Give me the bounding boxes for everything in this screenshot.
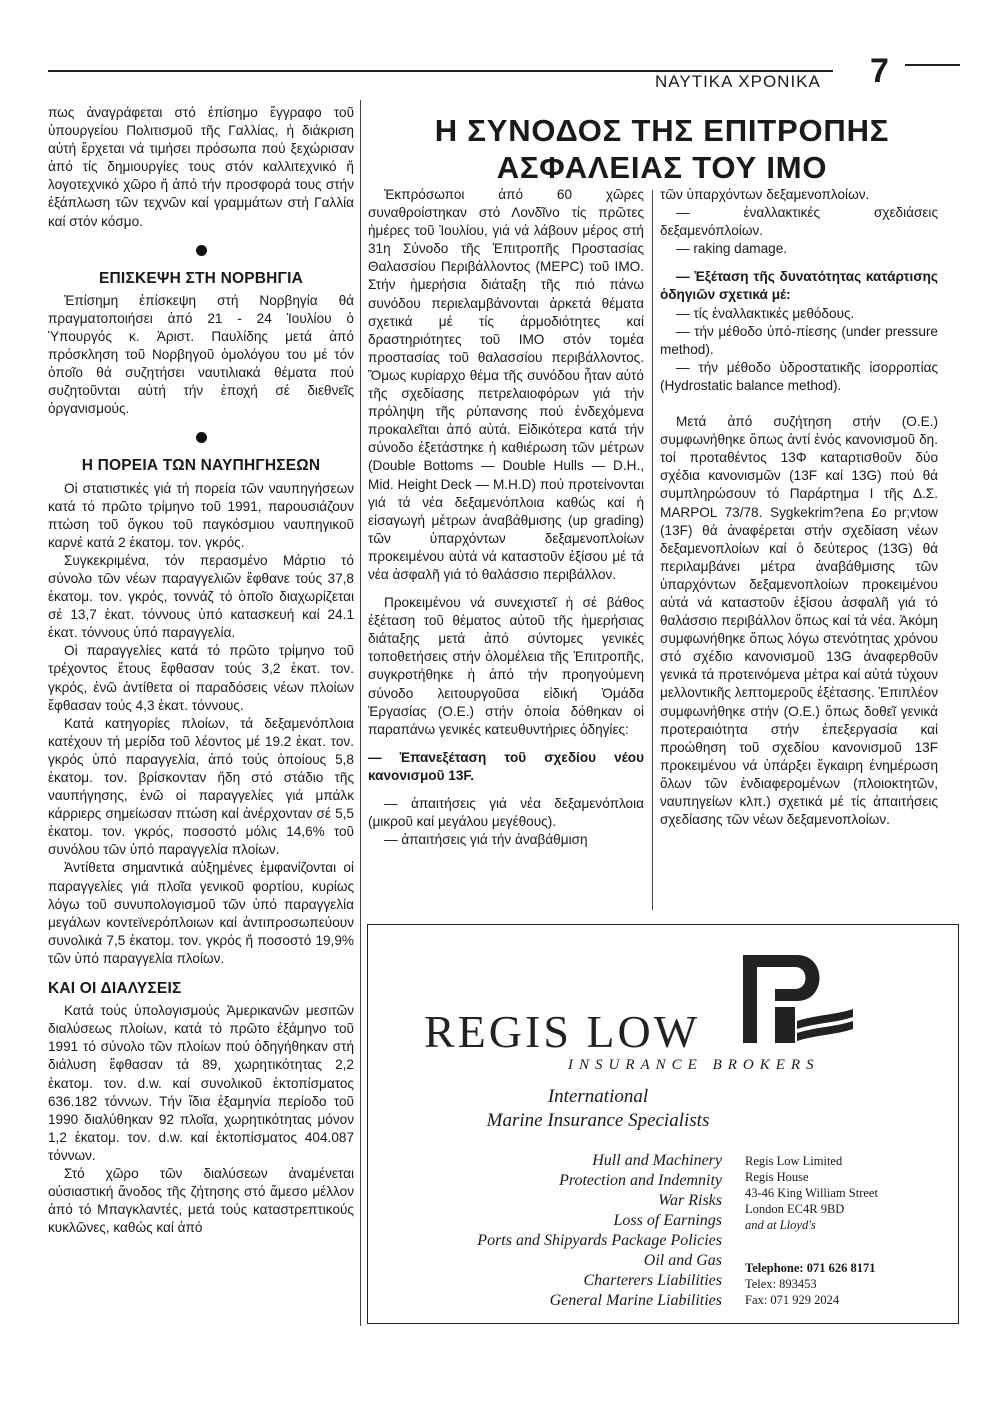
regis-low-advertisement xyxy=(367,924,959,1324)
section-title-scrapping: ΚΑΙ ΟΙ ΔΙΑΛΥΣΕΙΣ xyxy=(48,980,182,998)
service-item: Oil and Gas xyxy=(643,1252,722,1269)
paragraph: Οἱ παραγγελίες κατά τό πρῶτο τρίμηνο τοῦ τρέχοντος ἔτους ἔφθασαν τούς 3,2 ἑκατ. τον. γκρός, ἐνῶ ἀντίθετα οἱ παραδόσεις νέων πλοίων ἔφθασαν τούς 4,3 ἑκατ. τόννους. xyxy=(48,643,354,713)
column-divider xyxy=(360,100,361,1326)
section-bullet xyxy=(196,432,207,443)
left-column xyxy=(48,104,354,1237)
brand-name: REGIS LOW xyxy=(424,1006,701,1057)
section-bullet xyxy=(196,245,207,256)
header-rule-right xyxy=(905,64,960,66)
specialist-tagline xyxy=(448,1085,748,1133)
address-line: and at Lloyd's xyxy=(745,1218,816,1232)
paragraph: Ἐκπρόσωποι ἀπό 60 χῶρες συναθροίστηκαν στό Λονδῖνο τίς πρῶτες ἡμέρες τοῦ Ἰουλίου, γιά νά λάβουν μέρος στή 31η Σύνοδο τῆς Ἐπιτροπῆς Προστασίας Θαλασσίου Περιβάλλοντος (MEPC) τοῦ IMO. Στήν ἡμερήσια διάταξη τῆς πιό πάνω συνόδου περιελαμβάνονται ἀρκετά θέματα σχετικά μέ τίς ἁρμοδιότητες καί δραστηριότητες τοῦ IMO στόν τομέα προστασίας τοῦ θαλασσίου περιβάλλοντος. Ὅμως κυρίαρχο θέμα τῆς συνόδου ἦταν αὐτό τῆς σχεδίασης πετρελαιοφόρων γιά τήν πρόληψη τῆς ρύπανσης πού ἐνδεχόμενα προκαλεῖται ἀπό αὐτά. Εἰδικότερα κατά τήν σύνοδο ἐξετάστηκε ἡ καθιέρωση τῶν μέτρων (Double Bottoms — Double Hulls — D.H., Mid. Height Deck — M.H.D) πού προτείνονται γιά τά νέα δεξαμενόπλοια καθώς καί ἡ εἰσαγωγή μέτρων ἀναβάθμισης (up grading) τῶν ὑπαρχόντων δεξαμενοπλοίων προκειμένου αὐτά νά καταστοῦν ἐξίσου μέ τά νέα ἀσφαλῆ γιά τό θαλάσσιο περιβάλλον. xyxy=(368,187,644,582)
tagline-line-2: Marine Insurance Specialists xyxy=(486,1110,710,1131)
paragraph: Συγκεκριμένα, τόν περασμένο Μάρτιο τό σύνολο τῶν νέων παραγγελιῶν ἔφθανε τούς 37,8 ἑκατομ. τον. γκρός, τοννάζ τό ὁποῖο διαχωρίζεται σέ 13,7 ἑκατ. τόννους ὑπό κατασκευή καί 24.1 ἑκατ. τόννους ὑπό παραγγελία. xyxy=(48,552,354,641)
service-item: Protection and Indemnity xyxy=(559,1172,722,1189)
column-divider xyxy=(652,190,653,910)
address-line: Regis House xyxy=(745,1170,809,1184)
paragraph: Ἀντίθετα σημαντικά αὐξημένες ἐμφανίζονται οἱ παραγγελίες γιά πλοῖα γενικοῦ φορτίου, κυρίως λόγω τοῦ συνυπολογισμοῦ τῶν ὑπό παραγγελία μεγάλων κοντεϊνερόπλοιων καί ἀντιπροσωπεύουν συνολικά 7,5 ἑκατομ. τον. γκρός ἤ ποσοστό 19,9% τῶν ὑπό παραγγελία πλοίων. xyxy=(48,860,354,966)
bold-directive: — Ἐπανεξέταση τοῦ σχεδίου νέου κανονισμοῦ 13F. xyxy=(368,749,644,783)
headline-line-1: Η ΣΥΝΟΔΟΣ ΤΗΣ ΕΠΙΤΡΟΠΗΣ xyxy=(434,113,890,148)
paragraph: Στό χῶρο τῶν διαλύσεων ἀναμένεται οὐσιαστική ἄνοδος τῆς ζήτησης στό ἄμεσο μέλλον ἀπό τό Μπαγκλαντές, μετά τούς καταστρεπτικούς κυκλῶνες, καθώς καί ἀπό xyxy=(48,1165,354,1236)
telephone: Telephone: 071 626 8171 xyxy=(745,1261,876,1275)
paragraph: Κατά τούς ὑπολογισμούς Ἀμερικανῶν μεσιτῶν διαλύσεως πλοίων, κατά τό πρῶτο ἑξάμηνο τοῦ 1991 τό σύνολο τῶν πλοίων πού ὁδηγήθηκαν στή διάλυση ἔφθασαν τά 89, χωρητικότητας 2,2 ἑκατομ. τον. d.w. καί συνολικοῦ ἐκτοπίσματος 636.182 τόννων. Τήν ἴδια ἑξαμηνία περίοδο τοῦ 1990 διαλύθηκαν 92 πλοῖα, χωρητικότητας μόνον 1,2 ἑκατομ. τον. d.w. καί ἐκτοπίσματος 404.087 τόννων. xyxy=(48,1003,354,1163)
article-column-middle xyxy=(368,186,644,849)
tagline-line-1: International xyxy=(547,1086,649,1107)
article-column-right xyxy=(660,186,938,829)
paragraph: Κατά κατηγορίες πλοίων, τά δεξαμενόπλοια κατέχουν τή μερίδα τοῦ λέοντος μέ 19.2 ἑκατ. τον. γκρός ὑπό παραγγελία, ἀπό τούς ὁποίους 5,8 ἑκατομ. τον. βρίσκονταν ἤδη στό στάδιο τῆς ναυπήγησης, ἐνῶ οἱ παραγγελίες γιά μπάλκ κάρριερς σημείωσαν πτώση καί ἀνέρχονταν σέ 5,5 ἑκατομ. τον. γκρός, ποσοστό μόλις 14,6% τοῦ συνόλου τῶν ὑπό παραγγελία πλοίων. xyxy=(48,715,354,858)
page-number: 7 xyxy=(870,52,889,90)
service-item: Loss of Earnings xyxy=(613,1212,722,1229)
address-line: London EC4R 9BD xyxy=(745,1202,845,1216)
paragraph: Προκειμένου νά συνεχιστεῖ ἡ σέ βάθος ἐξέταση τοῦ θέματος αὐτοῦ τῆς ἡμερήσιας διάταξης μετά ἀπό σύντομες γενικές τοποθετήσεις στήν ὁλομέλεια τῆς Ἐπιτροπῆς, συγκροτήθηκε ἡ ἀπό τήν προηγούμενη σύνοδο λειτουργοῦσα εἰδική Ὁμάδα Ἐργασίας (Ο.Ε.) στήν ὁποία δόθηκαν οἱ παραπάνω γενικές κατευθυντήριες ὁδηγίες: xyxy=(368,595,644,737)
paragraph: Μετά ἀπό συζήτηση στήν (Ο.Ε.) συμφωνήθηκε ὅπως ἀντί ἑνός κανονισμοῦ δη. τοί προταθέντος 13Φ καταρτισθοῦν δύο σχέδια κανονισμῶν (13F καί 13G) πού θά συμπληρώσουν τό Παράρτημα Ι τῆς Δ.Σ. MARPOL 73/78. Sygkekrim?ena £o pr;vtow (13F) θά ἀναφέρεται στήν σχεδίαση νέων δεξαμενοπλοίων καί ὁ δεύτερος (13G) θά περιλαμβάνει μέτρα ἀναβάθμισης τῶν ὑπαρχόντων δεξαμενοπλοίων προκειμένου αὐτά νά καταστοῦν ἐξίσου ἀσφαλῆ γιά τό θαλάσσιο περιβάλλον ὅπως καί τά νέα. Ἀκόμη συμφωνήθηκε ὅπως λόγω στενότητας χρόνου στό σχέδιο κανονισμοῦ 13G ἀναφερθοῦν γενικά τά προτεινόμενα μέτρα καί αὐτά τύχουν μελλοντικῆς λεπτομεροῦς ἐξέτασης. Ἐπιπλέον συμφωνήθηκε στήν (Ο.Ε.) ὅπως δοθεῖ γενικά προτεραιότητα στήν ἐπεξεργασία καί προώθηση τοῦ σχεδίου κανονισμοῦ 13F προκειμένου νά ὑπάρξει ἔγκαιρη ἐνημέρωση ὅλων τῶν ἐνδιαφερομένων (πλοιοκτητῶν, ναυπηγείων κλπ.) σχετικά μέ τίς ἀπαιτήσεις σχεδίασης τῶν νέων δεξαμενοπλοίων. xyxy=(660,414,938,828)
intro-paragraph: πως ἀναγράφεται στό ἐπίσημο ἔγγραφο τοῦ ὑπουργείου Πολιτισμοῦ τῆς Γαλλίας, ἡ διάκριση αὐτή ἔρχεται νά τιμήσει πρόσωπα πού ξεχώρισαν ἀπό τίς δημιουργίες τους στόν καλλιτεχνικό ἤ λογοτεχνικό χῶρο ἤ ἀπό τήν προσφορά τους στήν ἐξάπλωση τῶν τεχνῶν καί γραμμάτων στή Γαλλία καί στόν κόσμο. xyxy=(48,105,354,229)
dash-item: τῶν ὑπαρχόντων δεξαμενοπλοίων. xyxy=(660,187,870,202)
services-list xyxy=(398,1151,722,1311)
dash-item: — τήν μέθοδο ὑπό-πίεσης (under pressure method). xyxy=(660,323,938,357)
dash-item: — τήν μέθοδο ὑδροστατικῆς ἰσορροπίας (Hydrostatic balance method). xyxy=(660,359,938,393)
service-item: Charterers Liabilities xyxy=(583,1272,722,1289)
bold-directive: — Ἐξέταση τῆς δυνατότητας κατάρτισης ὁδηγιῶν σχετικά μέ: xyxy=(660,269,938,303)
service-item: Hull and Machinery xyxy=(592,1152,722,1169)
section-title-norway: ΕΠΙΣΚΕΨΗ ΣΤΗ ΝΟΡΒΗΓΙΑ xyxy=(99,269,303,287)
telex: Telex: 893453 xyxy=(745,1277,817,1291)
publication-title: ΝΑΥΤΙΚΑ ΧΡΟΝΙΚΑ xyxy=(655,72,821,91)
company-address xyxy=(745,1153,878,1233)
article-headline xyxy=(372,112,952,186)
brand-subtitle: INSURANCE BROKERS xyxy=(568,1057,820,1073)
paragraph: Οἱ στατιστικές γιά τή πορεία τῶν ναυπηγήσεων κατά τό πρῶτο τρίμηνο τοῦ 1991, παρουσιάζουν πτώση τοῦ ὄγκου τοῦ παγκόσμιου ναυπηγικοῦ καρνέ κατά 2 ἑκατομ. τον. γκρός. xyxy=(48,480,354,550)
company-contact xyxy=(745,1260,875,1308)
dash-item: — τίς ἐναλλακτικές μεθόδους. xyxy=(676,305,855,321)
dash-item: — ἀπαιτήσεις γιά νέα δεξαμενόπλοια (μικροῦ καί μεγάλου μεγέθους). xyxy=(368,796,644,830)
address-line: 43-46 King William Street xyxy=(745,1186,878,1200)
paragraph: Ἐπίσημη ἐπίσκεψη στή Νορβηγία θά πραγματοποιήσει ἀπό 21 - 24 Ἰουλίου ὁ Ὑπουργός κ. Ἀριστ. Παυλίδης μετά ἀπό πρόσκληση τοῦ Νορβηγοῦ ὁμολόγου του μέ τόν ὁποῖο θά συζητήσει ναυτιλιακά θέματα πού συζητοῦνται αὐτή τήν ἐποχή σέ διεθνεῖς ὀργανισμούς. xyxy=(48,292,354,417)
headline-line-2: ΑΣΦΑΛΕΙΑΣ ΤΟΥ ΙΜΟ xyxy=(496,150,828,185)
dash-item: — ἐναλλακτικές σχεδιάσεις δεξαμενόπλοίων. xyxy=(660,205,938,239)
regis-low-logo-icon xyxy=(735,951,855,1051)
section-title-shipbuilding: Η ΠΟΡΕΙΑ ΤΩΝ ΝΑΥΠΗΓΗΣΕΩΝ xyxy=(81,457,321,475)
service-item: General Marine Liabilities xyxy=(549,1292,722,1309)
dash-item: — raking damage. xyxy=(676,241,788,257)
service-item: War Risks xyxy=(658,1192,722,1209)
dash-item: — ἀπαιτήσεις γιά τήν ἀναβάθμιση xyxy=(384,832,588,848)
fax: Fax: 071 929 2024 xyxy=(745,1293,840,1307)
service-item: Ports and Shipyards Package Policies xyxy=(477,1232,722,1249)
address-line: Regis Low Limited xyxy=(745,1154,843,1168)
